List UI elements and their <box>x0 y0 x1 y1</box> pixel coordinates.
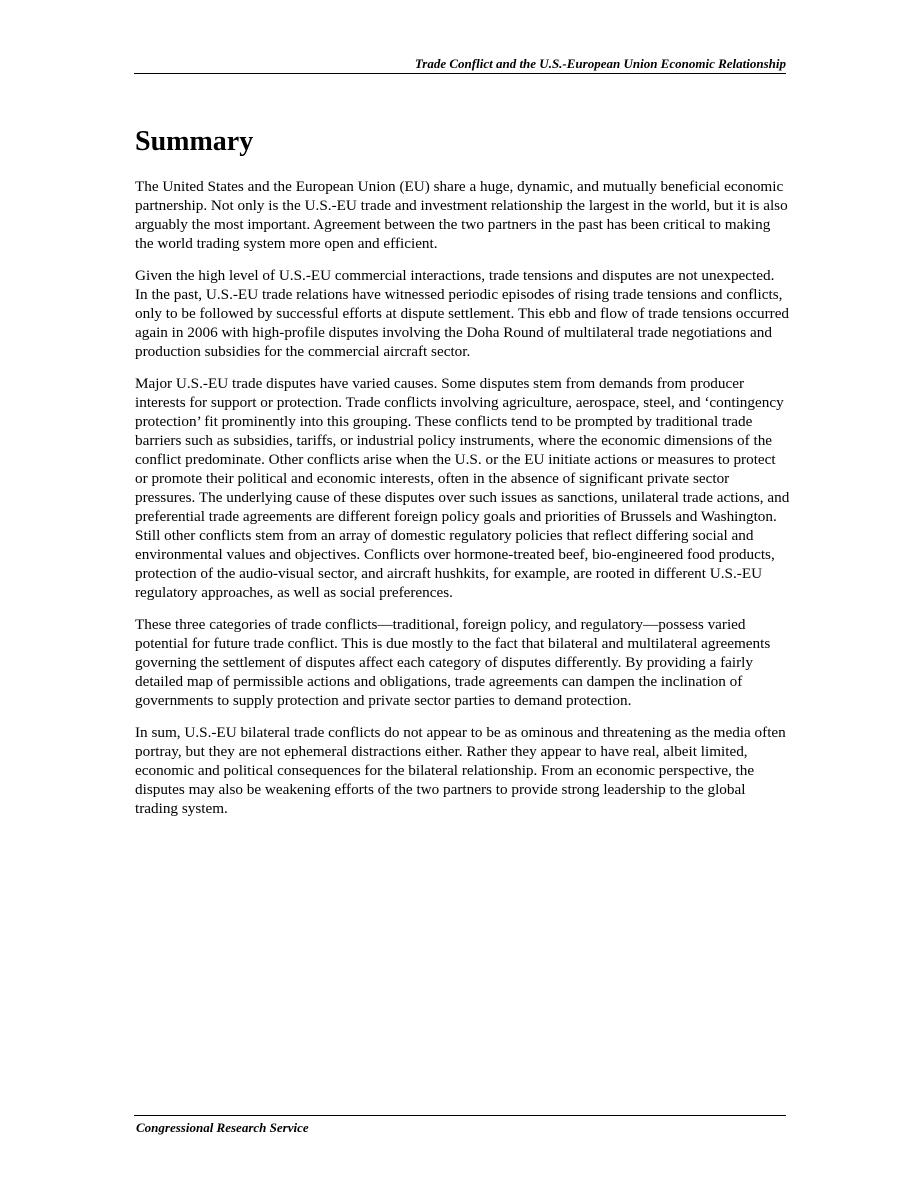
summary-paragraph-2: Given the high level of U.S.-EU commercial interactions, trade tensions and disputes are not unexpected. In the past, U.S.-EU trade relations have witnessed periodic episodes of rising trade tensions and conflicts, only to be followed by successful efforts at dispute settlement. This ebb and flow of trade tensions occurred again in 2006 with high-profile disputes involving the Doha Round of multilateral trade negotiations and production subsidies for the commercial aircraft sector. <box>135 267 790 360</box>
summary-paragraph-4: These three categories of trade conflicts—traditional, foreign policy, and regulatory—possess varied potential for future trade conflict. This is due mostly to the fact that bilateral and multilateral agreements governing the settlement of disputes affect each category of disputes differently. By providing a fairly detailed map of permissible actions and obligations, trade agreements can dampen the inclination of governments to supply protection and private sector parties to demand protection. <box>135 616 771 709</box>
running-header-title: Trade Conflict and the U.S.-European Union Economic Relationship <box>414 56 786 71</box>
summary-paragraph-1: The United States and the European Union (EU) share a huge, dynamic, and mutually beneficial economic partnership. Not only is the U.S.-EU trade and investment relationship the largest in the world, but it is also arguably the most important. Agreement between the two partners in the past has been critical to making the world trading system more open and efficient. <box>135 178 788 252</box>
summary-body <box>135 177 790 831</box>
summary-paragraph-3: Major U.S.-EU trade disputes have varied causes. Some disputes stem from demands from producer interests for support or protection. Trade conflicts involving agriculture, aerospace, steel, and ‘contingency protection’ fit prominently into this grouping. These conflicts tend to be prompted by traditional trade barriers such as subsidies, tariffs, or industrial policy instruments, where the economic dimensions of the conflict predominate. Other conflicts arise when the U.S. or the EU initiate actions or measures to protect or promote their political and economic interests, often in the absence of significant private sector pressures. The underlying cause of these disputes over such issues as sanctions, unilateral trade actions, and preferential trade agreements are different foreign policy goals and priorities of Brussels and Washington. Still other conflicts stem from an array of domestic regulatory policies that reflect differing social and environmental values and objectives. Conflicts over hormone-treated beef, bio-engineered food products, protection of the audio-visual sector, and aircraft hushkits, for example, are rooted in different U.S.-EU regulatory approaches, as well as social preferences. <box>135 375 790 601</box>
summary-paragraph-5: In sum, U.S.-EU bilateral trade conflicts do not appear to be as ominous and threatening as the media often portray, but they are not ephemeral distractions either. Rather they appear to have real, albeit limited, economic and political consequences for the bilateral relationship. From an economic perspective, the disputes may also be weakening efforts of the two partners to provide strong leadership to the global trading system. <box>135 724 786 817</box>
footer-divider <box>134 1115 786 1116</box>
running-footer-publisher: Congressional Research Service <box>136 1120 309 1135</box>
section-title: Summary <box>135 126 254 157</box>
header-divider <box>134 73 786 74</box>
